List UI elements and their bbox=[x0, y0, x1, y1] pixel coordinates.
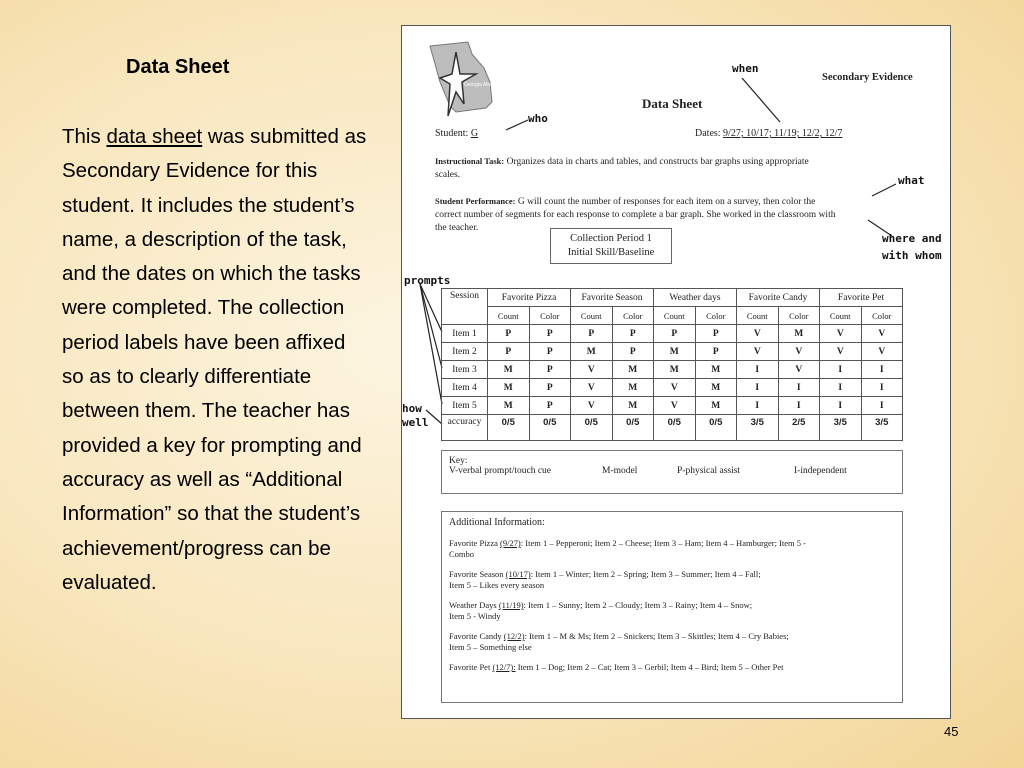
secondary-evidence-label: Secondary Evidence bbox=[822, 72, 913, 83]
instructional-task-text-2: scales. bbox=[435, 170, 461, 180]
additional-item-text: : Item 1 – Sunny; Item 2 – Cloudy; Item 3 – Rainy; Item 4 – Snow; bbox=[523, 600, 753, 610]
table-cell: P bbox=[612, 343, 654, 361]
additional-information-title: Additional Information: bbox=[449, 517, 545, 528]
additional-item-date: (9/27) bbox=[499, 538, 521, 548]
collection-period-line-2: Initial Skill/Baseline bbox=[567, 247, 655, 258]
table-cell: V bbox=[861, 343, 903, 361]
session-table bbox=[441, 288, 903, 441]
count-header: Count bbox=[488, 307, 530, 325]
table-cell: M bbox=[488, 361, 530, 379]
table-cell: V bbox=[737, 343, 779, 361]
row-label: Item 2 bbox=[442, 343, 488, 361]
additional-item-name: Favorite Pet bbox=[449, 662, 491, 672]
color-header: Color bbox=[695, 307, 737, 325]
table-cell: V bbox=[571, 397, 613, 415]
table-cell: M bbox=[654, 343, 696, 361]
table-cell: P bbox=[529, 361, 571, 379]
additional-item-name: Favorite Season bbox=[449, 569, 504, 579]
accuracy-cell: 0/5 bbox=[654, 415, 696, 441]
description-rest: was submitted as Secondary Evidence for this student. It includes the student’s name, a description of the task, and the dates on which the tasks were completed. The collection period labels have been affixed so as to clearly differentiate between them. The teacher has provided a key for prompting and accuracy as well as “Additional Information” so that the student’s achievement/progress can be evaluated. bbox=[62, 125, 367, 594]
sub-header-row bbox=[442, 307, 903, 325]
color-header: Color bbox=[778, 307, 820, 325]
table-cell: P bbox=[488, 343, 530, 361]
table-cell: I bbox=[737, 361, 779, 379]
table-cell: M bbox=[612, 379, 654, 397]
where-annotation: where and bbox=[882, 232, 942, 245]
table-cell: P bbox=[612, 325, 654, 343]
category-header: Favorite Pizza bbox=[488, 289, 571, 307]
student-label: Student: bbox=[435, 128, 469, 139]
key-independent: I-independent bbox=[794, 466, 847, 476]
additional-information-box bbox=[441, 511, 903, 703]
row-label: Item 4 bbox=[442, 379, 488, 397]
accuracy-cell: 0/5 bbox=[695, 415, 737, 441]
additional-item-text: : Item 1 – Winter; Item 2 – Spring; Item 3 – Summer; Item 4 – Fall; bbox=[530, 569, 761, 579]
who-annotation: who bbox=[528, 112, 548, 125]
table-cell: V bbox=[820, 343, 862, 361]
data-sheet-link: data sheet bbox=[106, 125, 203, 148]
key-verbal: V-verbal prompt/touch cue bbox=[449, 466, 552, 476]
additional-item-date: (11/19) bbox=[498, 600, 524, 610]
key-model: M-model bbox=[602, 466, 638, 476]
additional-item-date: (12/2) bbox=[503, 631, 525, 641]
table-row bbox=[442, 379, 903, 397]
table-cell: M bbox=[695, 397, 737, 415]
additional-item-date: (10/17) bbox=[505, 569, 531, 579]
page-number: 45 bbox=[944, 724, 959, 739]
color-header: Color bbox=[529, 307, 571, 325]
table-cell: M bbox=[778, 325, 820, 343]
dates-value: 9/27; 10/17; 11/19; 12/2, 12/7 bbox=[723, 128, 843, 139]
additional-item-text: : Item 1 – Pepperoni; Item 2 – Cheese; Item 3 – Ham; Item 4 – Hamburger; Item 5 - bbox=[520, 538, 806, 548]
student-performance-label: Student Performance: bbox=[435, 196, 516, 206]
accuracy-cell: 0/5 bbox=[612, 415, 654, 441]
table-cell: M bbox=[612, 397, 654, 415]
who-arrow bbox=[506, 120, 528, 130]
table-cell: I bbox=[820, 379, 862, 397]
table-cell: I bbox=[737, 397, 779, 415]
accuracy-cell: 0/5 bbox=[571, 415, 613, 441]
when-annotation: when bbox=[732, 62, 759, 75]
when-arrow bbox=[742, 78, 780, 122]
additional-item-text-2: Item 5 – Something else bbox=[449, 642, 532, 652]
student-performance bbox=[435, 195, 925, 235]
additional-item-text: Item 1 – Dog; Item 2 – Cat; Item 3 – Gerbil; Item 4 – Bird; Item 5 – Other Pet bbox=[515, 662, 784, 672]
additional-item-name: Favorite Pizza bbox=[449, 538, 498, 548]
row-label: Item 5 bbox=[442, 397, 488, 415]
table-cell: V bbox=[654, 397, 696, 415]
table-row bbox=[442, 343, 903, 361]
student-line bbox=[435, 128, 501, 139]
additional-item bbox=[449, 569, 895, 591]
table-cell: P bbox=[529, 397, 571, 415]
accuracy-row bbox=[442, 415, 903, 441]
student-performance-text-2: correct number of segments for each response to complete a bar graph. She worked in the classroom with bbox=[435, 210, 836, 220]
table-cell: P bbox=[488, 325, 530, 343]
prompts-arrow-3 bbox=[420, 284, 442, 404]
row-label: Item 1 bbox=[442, 325, 488, 343]
table-cell: P bbox=[529, 325, 571, 343]
table-cell: M bbox=[612, 361, 654, 379]
what-annotation: what bbox=[898, 174, 925, 187]
table-cell: V bbox=[778, 361, 820, 379]
table-cell: M bbox=[488, 397, 530, 415]
table-cell: I bbox=[778, 397, 820, 415]
additional-item-name: Weather Days bbox=[449, 600, 497, 610]
student-performance-text-3: the teacher. bbox=[435, 223, 479, 233]
table-cell: I bbox=[778, 379, 820, 397]
table-cell: M bbox=[488, 379, 530, 397]
table-cell: P bbox=[529, 379, 571, 397]
additional-item bbox=[449, 662, 895, 673]
additional-item bbox=[449, 538, 895, 560]
additional-item-text: : Item 1 – M & Ms; Item 2 – Snickers; Item 3 – Skittles; Item 4 – Cry Babies; bbox=[524, 631, 789, 641]
key-entries bbox=[449, 466, 895, 479]
collection-period-label bbox=[550, 228, 672, 264]
row-label: Item 3 bbox=[442, 361, 488, 379]
count-header: Count bbox=[571, 307, 613, 325]
color-header: Color bbox=[861, 307, 903, 325]
table-cell: I bbox=[737, 379, 779, 397]
student-value: G bbox=[470, 128, 479, 139]
count-header: Count bbox=[654, 307, 696, 325]
table-cell: I bbox=[820, 361, 862, 379]
table-cell: I bbox=[861, 379, 903, 397]
category-header: Favorite Pet bbox=[820, 289, 903, 307]
accuracy-cell: 3/5 bbox=[861, 415, 903, 441]
count-header: Count bbox=[820, 307, 862, 325]
table-row bbox=[442, 361, 903, 379]
table-cell: M bbox=[571, 343, 613, 361]
table-cell: M bbox=[695, 361, 737, 379]
table-cell: V bbox=[820, 325, 862, 343]
slide-title: Data Sheet bbox=[126, 56, 230, 78]
data-sheet-document bbox=[401, 25, 951, 719]
dates-label: Dates: bbox=[695, 128, 721, 139]
category-header: Favorite Season bbox=[571, 289, 654, 307]
prompts-annotation: prompts bbox=[404, 274, 451, 287]
additional-item bbox=[449, 631, 895, 653]
with-whom-annotation: with whom bbox=[882, 249, 942, 262]
slide-description bbox=[62, 120, 367, 600]
well-annotation: well bbox=[402, 416, 429, 429]
dates-line bbox=[695, 128, 842, 139]
table-cell: P bbox=[695, 325, 737, 343]
session-header: Session bbox=[442, 289, 488, 325]
table-cell: V bbox=[654, 379, 696, 397]
additional-item bbox=[449, 600, 895, 622]
instructional-task bbox=[435, 155, 925, 182]
table-cell: V bbox=[571, 361, 613, 379]
accuracy-cell: 3/5 bbox=[820, 415, 862, 441]
table-row bbox=[442, 397, 903, 415]
table-cell: M bbox=[695, 379, 737, 397]
category-header: Favorite Candy bbox=[737, 289, 820, 307]
accuracy-cell: 2/5 bbox=[778, 415, 820, 441]
additional-item-name: Favorite Candy bbox=[449, 631, 502, 641]
accuracy-label: accuracy bbox=[442, 415, 488, 441]
table-cell: V bbox=[778, 343, 820, 361]
table-row bbox=[442, 325, 903, 343]
logo-text: Georgia Alternate Assessment bbox=[464, 82, 532, 88]
table-cell: P bbox=[654, 325, 696, 343]
table-cell: I bbox=[820, 397, 862, 415]
table-cell: V bbox=[737, 325, 779, 343]
additional-item-text-2: Item 5 – Likes every season bbox=[449, 580, 545, 590]
key-physical: P-physical assist bbox=[677, 466, 741, 476]
additional-item-text-2: Combo bbox=[449, 549, 475, 559]
accuracy-cell: 0/5 bbox=[529, 415, 571, 441]
how-annotation: how bbox=[402, 402, 422, 415]
document-title: Data Sheet bbox=[642, 96, 703, 111]
key-title: Key: bbox=[449, 456, 468, 466]
table-cell: I bbox=[861, 397, 903, 415]
table-cell: I bbox=[861, 361, 903, 379]
color-header: Color bbox=[612, 307, 654, 325]
accuracy-cell: 3/5 bbox=[737, 415, 779, 441]
accuracy-cell: 0/5 bbox=[488, 415, 530, 441]
table-cell: P bbox=[571, 325, 613, 343]
additional-item-text-2: Item 5 - Windy bbox=[449, 611, 501, 621]
description-lead: This bbox=[62, 125, 107, 148]
count-header: Count bbox=[737, 307, 779, 325]
key-box bbox=[441, 450, 903, 494]
category-header-row bbox=[442, 289, 903, 307]
additional-item-date: (12/7): bbox=[492, 662, 516, 672]
category-header: Weather days bbox=[654, 289, 737, 307]
table-cell: V bbox=[861, 325, 903, 343]
table-cell: V bbox=[571, 379, 613, 397]
collection-period-line-1: Collection Period 1 bbox=[570, 233, 652, 244]
instructional-task-text-1: Organizes data in charts and tables, and constructs bar graphs using appropriate bbox=[506, 157, 809, 167]
table-cell: P bbox=[529, 343, 571, 361]
instructional-task-label: Instructional Task: bbox=[435, 156, 505, 166]
student-performance-text-1: G will count the number of responses for each item on a survey, then color the bbox=[517, 197, 816, 207]
table-cell: M bbox=[654, 361, 696, 379]
table-cell: P bbox=[695, 343, 737, 361]
